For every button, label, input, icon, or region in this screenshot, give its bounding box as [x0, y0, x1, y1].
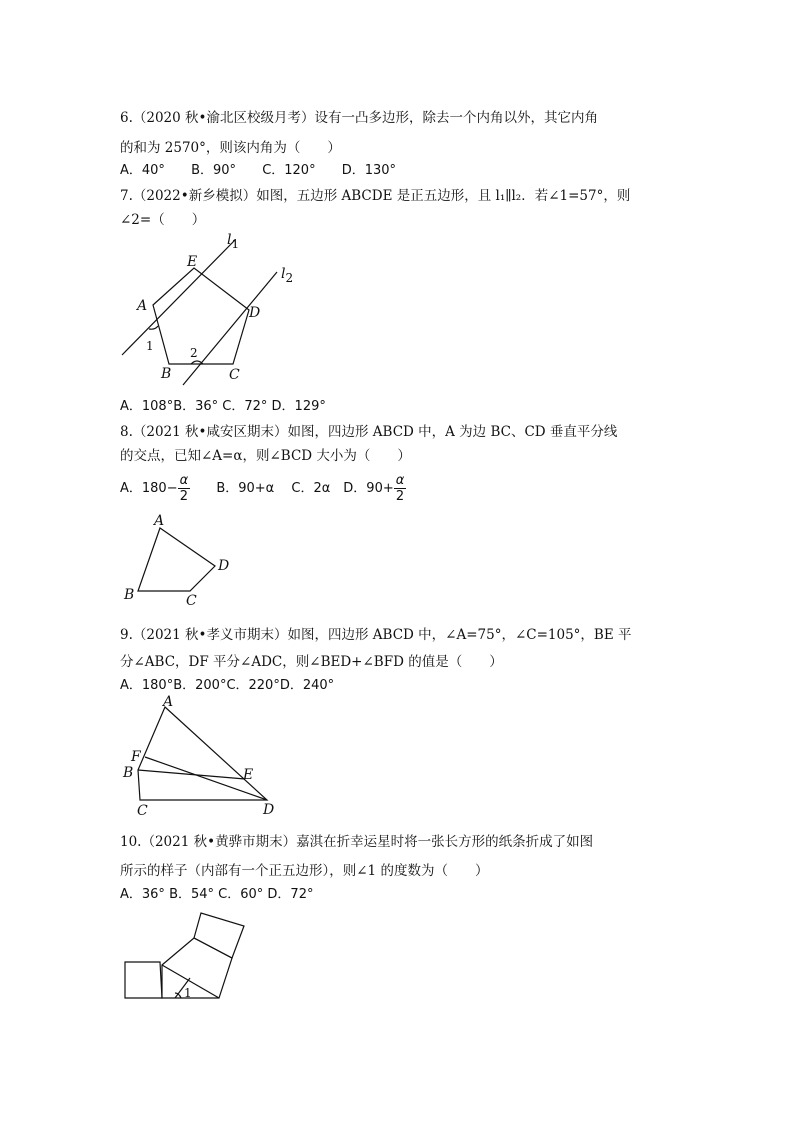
segment-be	[138, 770, 245, 779]
label-B: B	[123, 765, 134, 781]
label-F: F	[131, 749, 141, 765]
q7-stem-line1: 7.（2022•新乡模拟）如图，五边形 ABCDE 是正五边形，且 l₁∥l₂．若∠1=57°，则	[120, 188, 631, 204]
q6-options	[120, 162, 418, 180]
label-l2: l2	[281, 266, 294, 285]
label-angle-1: 1	[146, 339, 154, 353]
label-l1: l1	[227, 232, 240, 251]
label-C: C	[229, 367, 240, 383]
q10-figure-folded-strip	[115, 905, 255, 1010]
q9-stem-line2: 分∠ABC，DF 平分∠ADC，则∠BED+∠BFD 的值是（ ）	[120, 654, 503, 670]
q9-stem-line1: 9.（2021 秋•孝义市期末）如图，四边形 ABCD 中，∠A=75°，∠C=105°，BE 平	[120, 627, 632, 643]
label-D: D	[263, 802, 275, 818]
label-A: A	[163, 694, 174, 710]
q9-options: A．180°B．200°C．220°D．240°	[120, 678, 335, 693]
label-angle-1: 1	[184, 986, 192, 1000]
label-E: E	[243, 767, 254, 783]
q6-stem-line1: 6.（2020 秋•渝北区校级月考）设有一凸多边形，除去一个内角以外，其它内角	[120, 110, 598, 126]
q8-figure-quadrilateral	[115, 510, 245, 610]
q10-stem-line2: 所示的样子（内部有一个正五边形），则∠1 的度数为（ ）	[120, 863, 489, 879]
q7-stem-line2: ∠2=（ ）	[120, 212, 206, 228]
label-C: C	[137, 803, 148, 819]
q8-stem-line1: 8.（2021 秋•咸安区期末）如图，四边形 ABCD 中，A 为边 BC、CD 垂直平分线	[120, 424, 618, 440]
label-E: E	[187, 254, 198, 270]
q6-option-d: D．130°	[341, 163, 397, 178]
q6-stem-line2: 的和为 2570°，则该内角为（ ）	[120, 140, 341, 156]
left-rectangle	[125, 962, 162, 998]
q8-stem-line2: 的交点，已知∠A=α，则∠BCD 大小为（ ）	[120, 448, 411, 464]
label-B: B	[161, 366, 172, 382]
q6-option-b: B．90°	[191, 163, 237, 178]
q7-figure-pentagon	[115, 230, 315, 385]
label-B: B	[124, 587, 135, 603]
pentagon-abcde	[153, 268, 249, 364]
q8-fraction-a: $\frac{\alpha}{2}$	[179, 473, 189, 504]
q8-fraction-d: $\frac{\alpha}{2}$	[395, 473, 405, 504]
q8-options	[120, 472, 428, 506]
q8-option-bcd: B．90+α C．2α D．90+	[212, 481, 394, 496]
label-A: A	[154, 513, 165, 529]
quadrilateral-abcd	[138, 707, 267, 800]
top-folded-strip	[194, 913, 244, 958]
q10-options: A．36° B．54° C．60° D．72°	[120, 887, 314, 902]
label-D: D	[218, 558, 230, 574]
quadrilateral-abcd	[138, 528, 215, 591]
label-D: D	[249, 305, 261, 321]
q9-figure-quadrilateral	[115, 695, 285, 820]
inner-pentagon	[162, 938, 232, 998]
q8-option-a: A．180−	[120, 481, 178, 496]
q6-option-a: A．40°	[120, 163, 165, 178]
q7-options: A．108°B．36° C．72° D．129°	[120, 399, 326, 414]
q6-option-c: C．120°	[262, 163, 316, 178]
q10-stem-line1: 10.（2021 秋•黄骅市期末）嘉淇在折幸运星时将一张长方形的纸条折成了如图	[120, 834, 594, 850]
label-angle-2: 2	[190, 346, 198, 360]
label-A: A	[137, 298, 148, 314]
label-C: C	[186, 593, 197, 609]
